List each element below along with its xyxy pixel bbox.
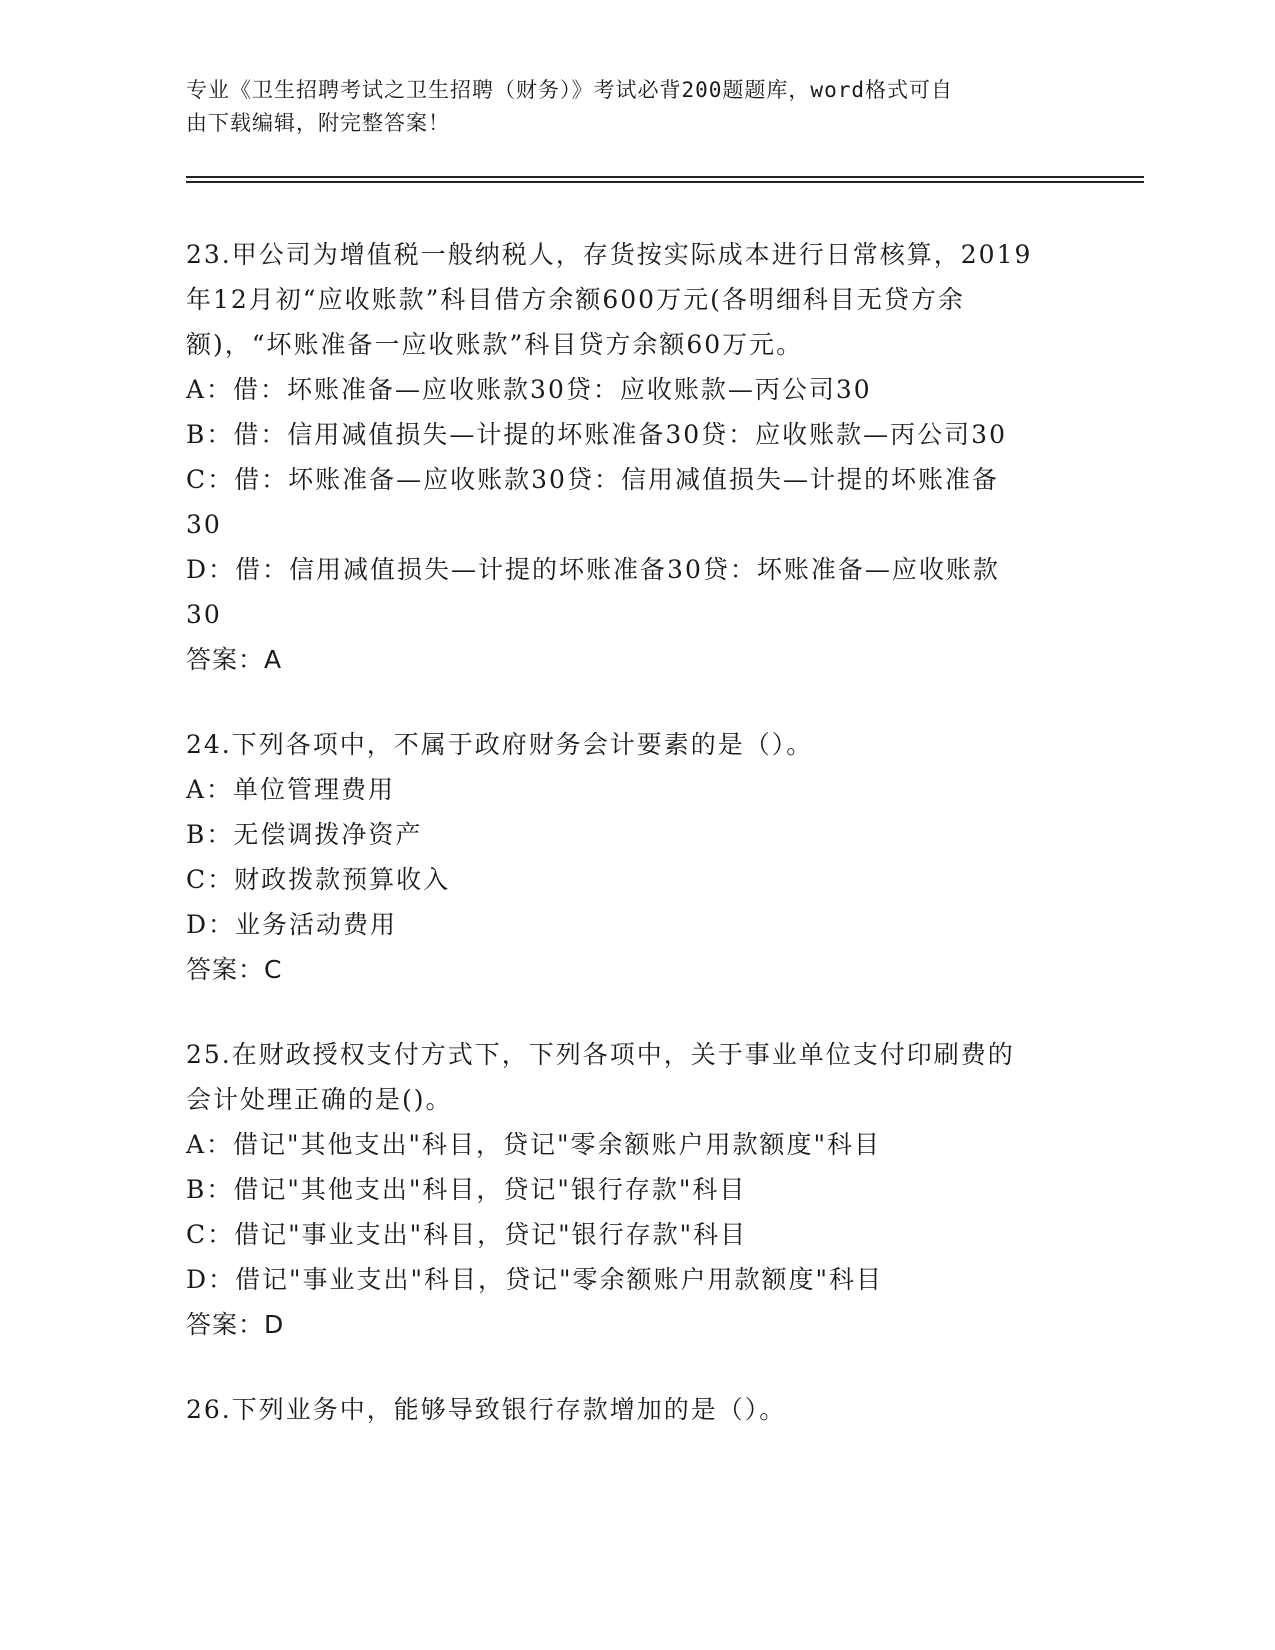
header-line-1: 专业《卫生招聘考试之卫生招聘（财务）》考试必背200题题库，word格式可自 xyxy=(186,78,953,102)
question-text-line: 会计处理正确的是()。 xyxy=(186,1085,453,1114)
question-item xyxy=(186,722,1066,992)
option-a: A：借记"其他支出"科目，贷记"零余额账户用款额度"科目 xyxy=(186,1130,882,1159)
option-c: C：借：坏账准备—应收账款30贷：信用减值损失—计提的坏账准备 xyxy=(186,465,999,494)
question-item xyxy=(186,232,1066,682)
answer-text: 答案：D xyxy=(186,1310,285,1339)
question-text-line: 年12月初“应收账款”科目借方余额600万元(各明细科目无贷方余 xyxy=(186,285,965,314)
option-b: B：借记"其他支出"科目，贷记"银行存款"科目 xyxy=(186,1175,747,1204)
option-b: B：无偿调拨净资产 xyxy=(186,820,423,849)
option-c: C：财政拨款预算收入 xyxy=(186,865,451,894)
option-a: A：单位管理费用 xyxy=(186,775,396,804)
document-header xyxy=(186,74,1066,140)
question-item xyxy=(186,1032,1066,1347)
question-text-line: 26.下列业务中，能够导致银行存款增加的是（）。 xyxy=(186,1395,787,1424)
option-d-continued: 30 xyxy=(186,600,222,629)
option-b: B：借：信用减值损失—计提的坏账准备30贷：应收账款—丙公司30 xyxy=(186,420,1007,449)
option-a: A：借：坏账准备—应收账款30贷：应收账款—丙公司30 xyxy=(186,375,872,404)
header-divider-top xyxy=(186,176,1144,178)
answer-text: 答案：C xyxy=(186,955,283,984)
question-text-line: 25.在财政授权支付方式下，下列各项中，关于事业单位支付印刷费的 xyxy=(186,1040,1015,1069)
answer-text: 答案：A xyxy=(186,645,283,674)
question-item xyxy=(186,1387,1066,1432)
question-text-line: 24.下列各项中，不属于政府财务会计要素的是（）。 xyxy=(186,730,814,759)
question-list xyxy=(186,232,1066,1432)
question-text-line: 额)，“坏账准备一应收账款”科目贷方余额60万元。 xyxy=(186,330,804,359)
header-line-2: 由下载编辑，附完整答案！ xyxy=(186,111,450,135)
option-c: C：借记"事业支出"科目，贷记"银行存款"科目 xyxy=(186,1220,748,1249)
question-text-line: 23.甲公司为增值税一般纳税人，存货按实际成本进行日常核算，2019 xyxy=(186,240,1033,269)
option-d: D：业务活动费用 xyxy=(186,910,398,939)
option-d: D：借：信用减值损失—计提的坏账准备30贷：坏账准备—应收账款 xyxy=(186,555,1000,584)
option-c-continued: 30 xyxy=(186,510,222,539)
option-d: D：借记"事业支出"科目，贷记"零余额账户用款额度"科目 xyxy=(186,1265,884,1294)
header-divider-bottom xyxy=(186,181,1144,183)
